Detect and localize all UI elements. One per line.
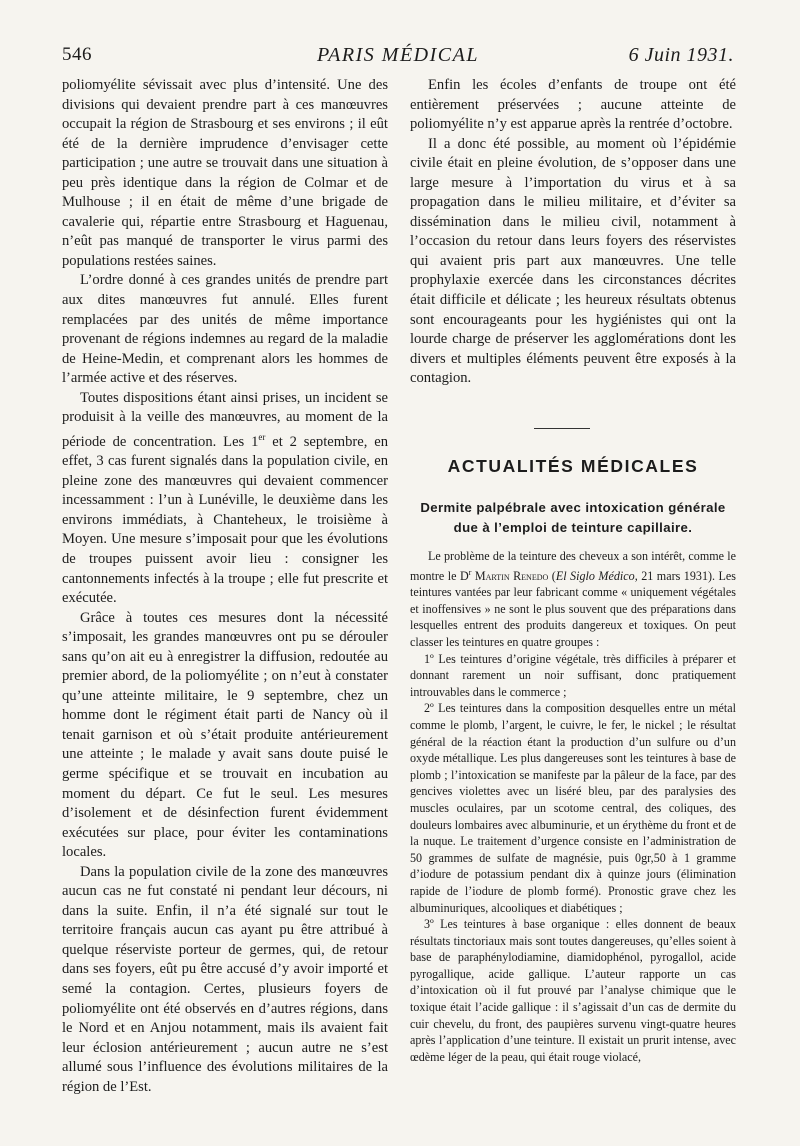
article-body: [410, 548, 736, 1065]
left-paragraph-3-start: Toutes dispositions étant ainsi prises, un incident se produisit à la veille des manœuvres, au moment de la période de concentration. Les 1: [62, 389, 388, 450]
source-journal: El Siglo Médico: [555, 568, 635, 583]
page-header: [62, 40, 734, 72]
section-title: ACTUALITÉS MÉDICALES: [447, 456, 699, 476]
left-paragraph-5: Dans la population civile de la zone des manœuvres aucun cas ne fut constaté ni pendant leur décours, ni dans la suite. Enfin, il n’a été signalé sur tout le territoire français aucun cas ayant pu être attribué à quelque réserviste porteur de germes, qui, de retour dans ses foyers, eût pu être accusé d’y avoir importé et semé la contagion. Certes, plusieurs foyers de poliomyélite ont été observés en d’autres régions, dans le Nord et en Anjou notamment, mais ils avaient fait leur éclosion antérieurement ; aucun autre ne s’est allumé sous l’influence des évolutions militaires de la région de l’Est.: [62, 863, 388, 1095]
right-paragraph-2: Il a donc été possible, au moment où l’épidémie civile était en pleine évolution, de s’opposer dans une large mesure à l’importation du virus et à sa propagation dans le milieu militaire, et d’éviter sa dissémination dans le milieu civil, notamment à l’occasion du retour dans leurs foyers des réservistes qui avaient pris part aux manœuvres. Une telle prophylaxie exercée dans les circonstances décrites était difficile et délicate ; les heureux résultats obtenus sont encourageants pour les hygiénistes qui ont la lourde charge de préserver les agglomérations dont les divers et multiples éléments peuvent être exposés à la contagion.: [410, 135, 736, 387]
list-item-1: 1º Les teintures d’origine végétale, très difficiles à préparer et donnant rarement un noir suffisant, donc pratiquement introuvables dans le commerce ;: [410, 651, 736, 699]
list-item-3: 3º Les teintures à base organique : elles donnent de beaux résultats tinctoriaux mais sont toutes dangereuses, qu’elles soient à base de paraphénylodiamine, diamidophénol, pyrogallol, acide pyrogallique, acide gallique. L’auteur rapporte un cas d’intoxication où il fut prouvé par l’analyse chimique que le toxique était l’acide gallique : il s’agissait d’un cas de dermite du cuir chevelu, du front, des paupières survenu vingt-quatre heures après l’application d’une teinture. Il existait un prurit intense, avec œdème léger de la peau, qui était rouge violacé,: [410, 917, 736, 1064]
journal-title: PARIS MÉDICAL: [317, 44, 479, 66]
issue-date: 6 Juin 1931.: [628, 44, 734, 66]
title-superscript: r: [468, 567, 472, 577]
left-paragraph-1: poliomyélite sévissait avec plus d’intensité. Une des divisions qui devaient prendre part à ces manœuvres occupait la région de Strasbourg et ses environs ; il eût été de la dernière imprudence d’envisager cette participation ; une autre se trouvait dans une situation à peu près identique dans la région de Colmar et de Mulhouse ; il en était de même d’une brigade de cavalerie qui, répartie entre Strasbourg et Haguenau, n’eût pas manqué de transporter le virus parmi des populations restées saines.: [62, 77, 388, 269]
article-intro-paren: (: [548, 568, 556, 583]
author-name: Martin Renedo: [474, 568, 549, 583]
left-paragraph-4: Grâce à toutes ces mesures dont la nécessité s’imposait, les grandes manœuvres ont pu se dérouler sans qu’on ait eu à enregistrer la diffusion, redoutée au premier abord, de la poliomyélite ; on n’eut à constater qu’une atteinte militaire, le 9 septembre, chez un homme dont le régiment était parti de Nancy où il tenait garnison et où s’était produite antérieurement une atteinte ; le malade y avait sans doute puisé le germe spécifique et se trouvait en incubation au moment du départ. Ce fut le seul. Les mesures d’isolement et de désinfection furent évidemment exécutées sur place, pour éviter les contaminations locales.: [62, 609, 388, 861]
left-paragraph-3: [62, 389, 388, 609]
left-paragraph-3-end: et 2 septembre, en effet, 3 cas furent signalés dans la population civile, en pleine zone des manœuvres qui devaient commencer incessamment : l’un à Lunéville, le deuxième dans les environs immédiats, à Chanteheux, le troisième à Moyen. Une mesure s’imposait pour que les évolutions de troupes puissent avoir lieu : consigner les cantonnements infectés à la troupe ; elle fut prescrite et exécutée.: [62, 433, 388, 607]
article-intro: [410, 548, 736, 651]
right-paragraph-1: Enfin les écoles d’enfants de troupe ont été entièrement préservées ; aucune atteinte de poliomyélite n’y est apparue après la rentrée d’octobre.: [410, 77, 736, 133]
article-intro-start: Le problème de la teinture des cheveux a son intérêt, comme le montre le D: [410, 549, 736, 583]
right-column-top: [410, 76, 736, 389]
article-intro-end: , 21 mars 1931). Les teintures vantées par leur fabricant comme « uniquement végétales et inoffensives » ne sont le plus souvent que des préparations dans lesquelles entrent des produits dangereux et toxiques. On peut classer les teintures en quatre groupes :: [410, 568, 736, 649]
left-paragraph-2: L’ordre donné à ces grandes unités de prendre part aux dites manœuvres fut annulé. Elles furent remplacées par des unités de même importance provenant de régions indemnes au regard de la maladie de Heine-Medin, et comprenant alors les hommes de l’armée active et des réserves.: [62, 272, 388, 387]
section-divider: [534, 428, 590, 429]
article-title: Dermite palpébrale avec intoxication générale due à l’emploi de teinture capillaire.: [420, 500, 726, 535]
list-item-2: 2º Les teintures dans la composition desquelles entre un métal comme le plomb, l’argent, le cuivre, le fer, le nickel ; le résultat général de la réaction étant la production d’un sulfure ou d’un oxyde métallique. Les plus dangereuses sont les teintures à base de plomb ; l’intoxication se manifeste par la pâleur de la face, par des gencives violettes avec un liséré bleu, par des paralysies des muscles oculaires, par un scotome central, des coliques, des douleurs lombaires avec albuminurie, et un érythème du front et de la nuque. Le traitement d’urgence consiste en l’administration de 50 grammes de sulfate de magnésie, puis 0gr,50 à 1 gramme d’iodure de potassium pendant dix à quinze jours (élimination rapide de l’iodure de plomb formé). Pronostic grave chez les albuminuriques, alcooliques et diabétiques ;: [410, 701, 736, 915]
ordinal-superscript: er: [258, 431, 266, 442]
page-number: 546: [62, 44, 92, 65]
left-column: [62, 76, 388, 1097]
